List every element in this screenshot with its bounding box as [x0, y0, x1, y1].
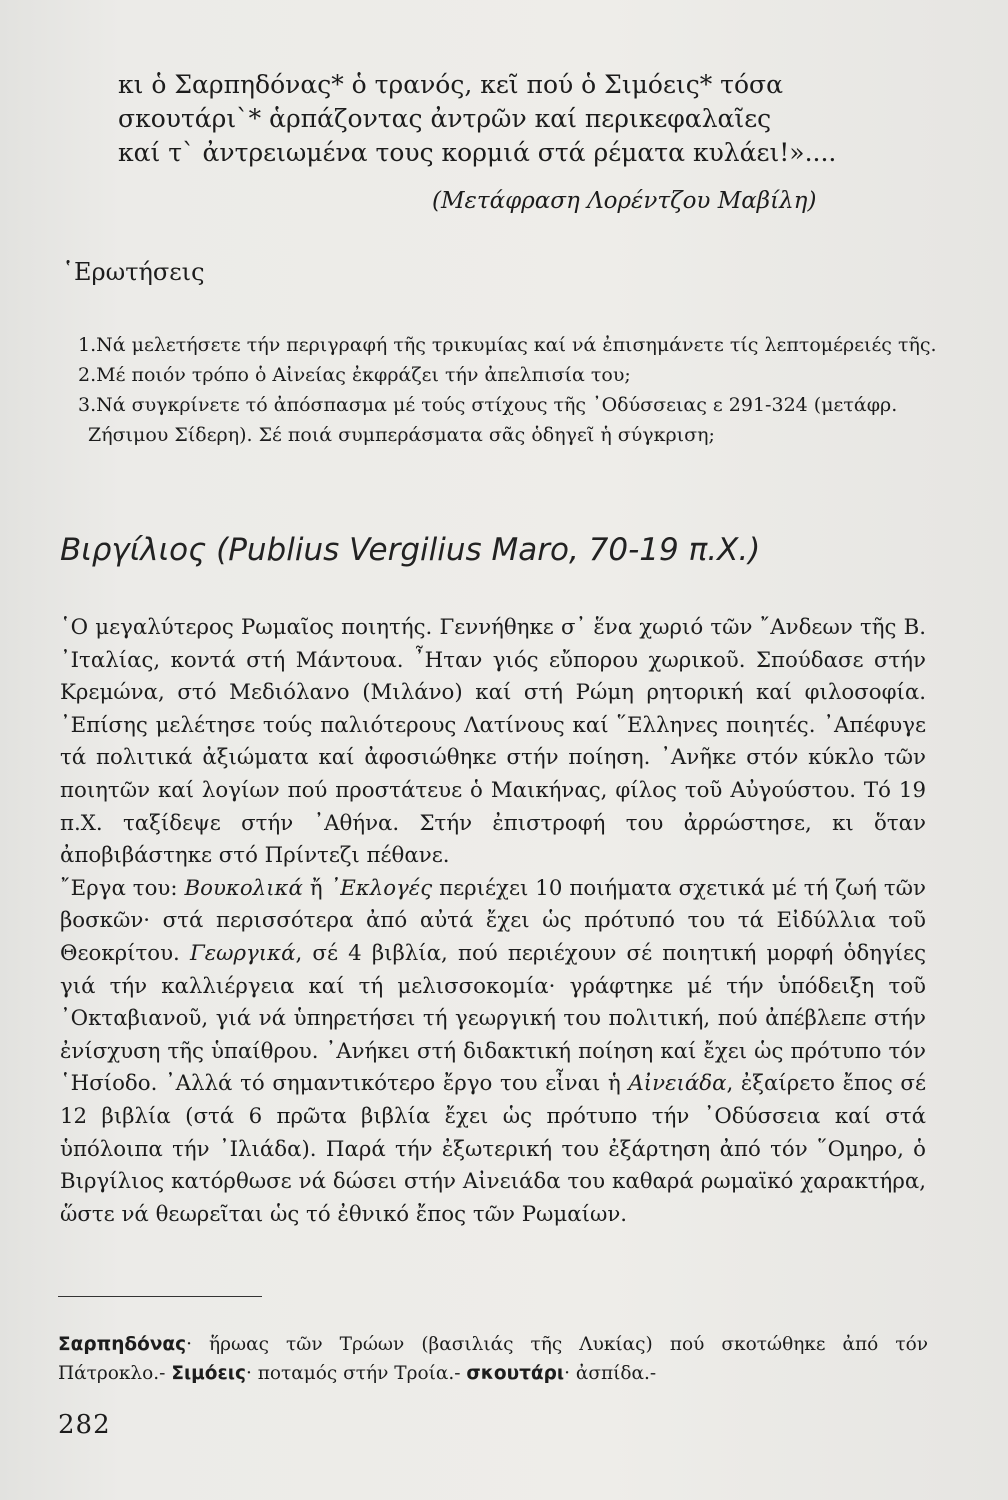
- footnote-definition: · ἥρωας τῶν Τρώων (βασιλιάς τῆς Λυκίας) πού σκοτώθηκε ἀπό τόν Πάτροκλο.-: [58, 1334, 928, 1384]
- poem-line: καί τ` ἀντρειωμένα τους κορμιά στά ρέματα κυλάει!»....: [118, 138, 837, 167]
- questions-list: [78, 330, 938, 450]
- works-text: , ἐξαίρετο ἔπος σέ 12 βιβλία (στά 6 πρῶτα βιβλία ἔχει ὡς πρότυπο τήν ᾿Οδύσσεια καί στά ὑπόλοιπα τήν ᾿Ιλιάδα). Παρά τήν ἐξωτερική του ἐξάρτηση ἀπό τόν ῞Ομηρο, ὁ Βιργίλιος κατόρθωσε νά δώσει στήν Αἰνειάδα του καθαρά ρωμαϊκό χαρακτήρα, ὥστε νά θεωρεῖται ὡς τό ἐθνικό ἔπος τῶν Ρωμαίων.: [60, 1071, 926, 1227]
- poem-line: κι ὁ Σαρπηδόνας* ὁ τρανός, κεῖ πού ὁ Σιμόεις* τόσα: [118, 70, 783, 99]
- works-text: ἤ: [302, 875, 330, 901]
- footnotes: [58, 1330, 928, 1388]
- biography-paragraph: ῾Ο μεγαλύτερος Ρωμαῖος ποιητής. Γεννήθηκε σ᾿ ἕνα χωριό τῶν ῎Ανδεων τῆς Β. ᾿Ιταλίας, κοντά στή Μάντουα. ῏Ηταν γιός εὔπορου χωρικοῦ. Σπούδασε στήν Κρεμώνα, στό Μεδιόλανο (Μιλάνο) καί στή Ρώμη ρητορική καί φιλοσοφία. ᾿Επίσης μελέτησε τούς παλιότερους Λατίνους καί ῞Ελληνες ποιητές. ᾿Απέφυγε τά πολιτικά ἀξιώματα καί ἀφοσιώθηκε στήν ποίηση. ᾿Ανῆκε στόν κύκλο τῶν ποιητῶν καί λογίων πού προστάτευε ὁ Μαικήνας, φίλος τοῦ Αὐγούστου. Τό 19 π.Χ. ταξίδεψε στήν ᾿Αθήνα. Στήν ἐπιστροφή του ἀρρώστησε, κι ὅταν ἀποβιβάστηκε στό Πρίντεζι πέθανε.: [60, 615, 926, 869]
- works-paragraph: [60, 873, 926, 1232]
- page-number: 282: [58, 1410, 111, 1440]
- works-text: , σέ 4 βιβλία, πού περιέχουν σέ ποιητική μορφή ὁδηγίες γιά τήν καλλιέργεια καί τή μελισσοκομία· γράφτηκε μέ τήν ὑπόδειξη τοῦ ᾿Οκταβιανοῦ, γιά νά ὑπηρετήσει τή γεωργική του πολιτική, πού ἀπέβλεπε στήν ἐνίσχυση τῆς ὑπαίθρου. ᾿Ανήκει στή διδακτική ποίηση καί ἔχει ὡς πρότυπο τόν ῾Ησίοδο. ᾿Αλλά τό σημαντικότερο ἔργο του εἶναι ἡ: [60, 940, 926, 1097]
- work-title: Γεωργικά: [189, 940, 296, 966]
- question-item: 3.Νά συγκρίνετε τό ἀπόσπασμα μέ τούς στίχους τῆς ᾿Οδύσσειας ε 291-324 (μετάφρ. Ζήσιμου Σίδερη). Σέ ποιά συμπεράσματα σᾶς ὁδηγεῖ ἡ σύγκριση;: [78, 394, 898, 446]
- poem-excerpt: [118, 68, 878, 170]
- poem-line: σκουτάρι`* ἁρπάζοντας ἀντρῶν καί περικεφαλαῖες: [118, 104, 772, 133]
- questions-heading: ῾Ερωτήσεις: [62, 258, 205, 286]
- biography-text: [60, 612, 926, 1231]
- question-item: 1.Νά μελετήσετε τήν περιγραφή τῆς τρικυμίας καί νά ἐπισημάνετε τίς λεπτομέρειές τῆς.: [78, 334, 937, 356]
- translator-credit: (Μετάφραση Λορέντζου Μαβίλη): [432, 188, 817, 214]
- footnote-divider: [58, 1296, 262, 1297]
- footnote-definition: · ἀσπίδα.-: [564, 1363, 657, 1384]
- work-title: Βουκολικά: [184, 875, 303, 901]
- question-item: 2.Μέ ποιόν τρόπο ὁ Αἰνείας ἐκφράζει τήν ἀπελπισία του;: [78, 364, 631, 386]
- section-title: Βιργίλιος (Publius Vergilius Maro, 70-19 π.Χ.): [60, 532, 761, 568]
- works-text: περιέχει 10 ποιήματα σχετικά μέ τή ζωή τῶν βοσκῶν· στά περισσότερα ἀπό αὐτά ἔχει ὡς πρότυπό του τά Εἰδύλλια τοῦ Θεοκρίτου.: [60, 875, 926, 966]
- footnote-term: Σαρπηδόνας: [58, 1334, 187, 1355]
- footnote-term: σκουτάρι: [466, 1363, 565, 1384]
- work-title: ᾿Εκλογές: [329, 875, 433, 901]
- work-title: Αἰνειάδα: [628, 1071, 727, 1097]
- footnote-definition: · ποταμός στήν Τροία.-: [245, 1363, 467, 1384]
- works-text: ῎Εργα του:: [60, 875, 185, 901]
- footnote-term: Σιμόεις: [171, 1363, 246, 1384]
